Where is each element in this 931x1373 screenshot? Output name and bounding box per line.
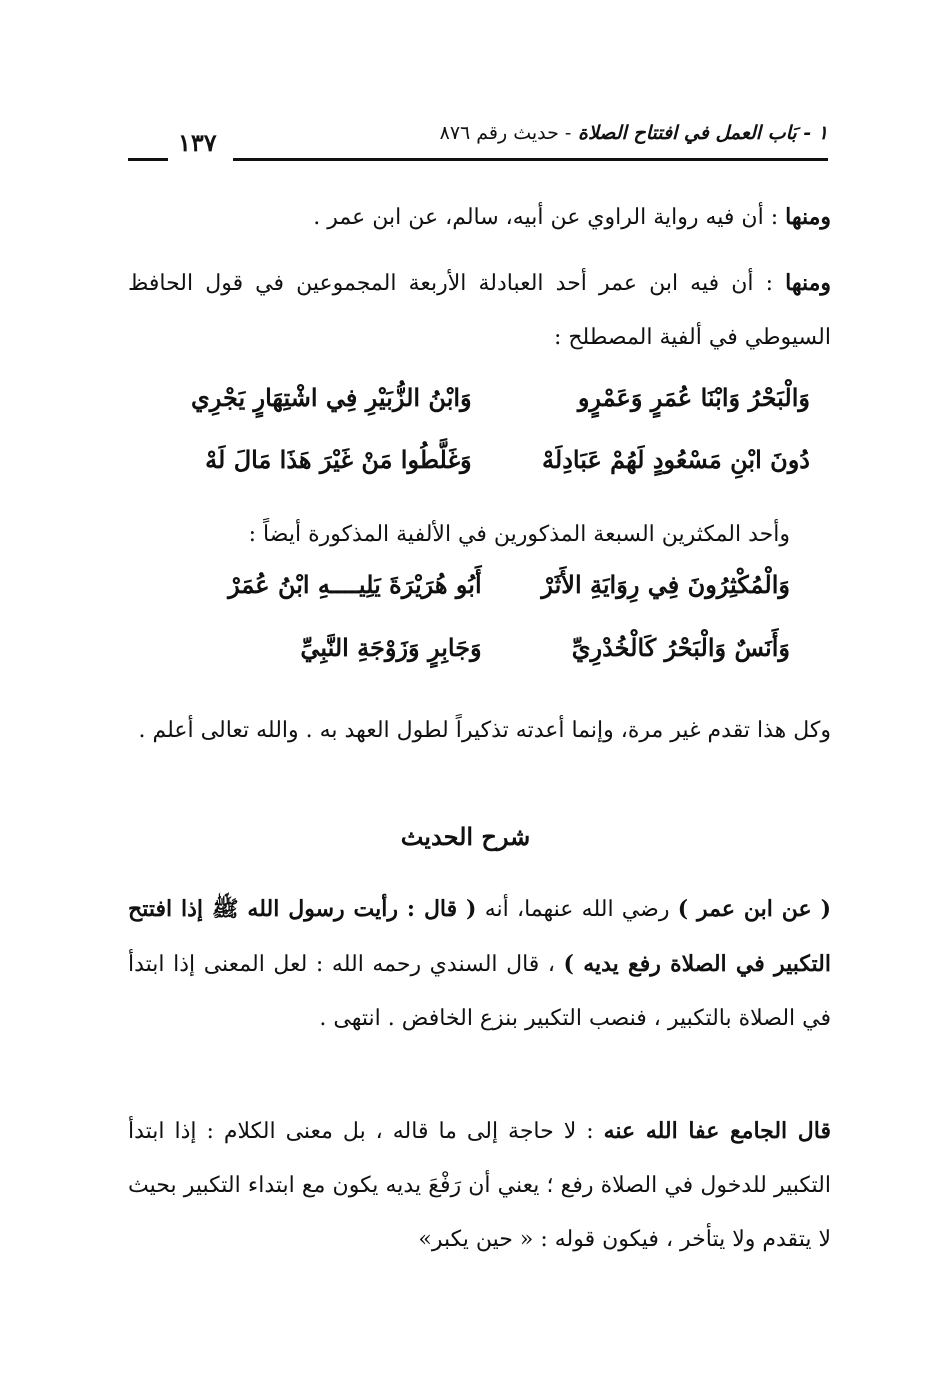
page-header <box>128 122 828 172</box>
hadith-reference: - حديث رقم ٨٧٦ <box>439 122 572 144</box>
paragraph-4 <box>128 704 831 758</box>
paragraph-text: وأحد المكثرين السبعة المذكورين في الألفية المذكورة أيضاً : <box>248 522 790 547</box>
page-number: ١٣٧ <box>178 128 217 157</box>
verse-first-half: وَأَنَسٌ وَالْبَحْرُ كَالْخُدْرِيِّ <box>571 633 790 662</box>
verse-first-half: دُونَ ابْنِ مَسْعُودٍ لَهُمْ عَبَادِلَهْ <box>542 445 810 474</box>
paragraph-text: وكل هذا تقدم غير مرة، وإنما أعدته تذكيراً لطول العهد به . والله تعالى أعلم . <box>138 718 831 743</box>
header-rule <box>233 158 828 161</box>
hadith-quote: ( عن ابن عمر ) <box>677 896 831 922</box>
paragraph-text: : أن فيه رواية الراوي عن أبيه، سالم، عن ابن عمر . <box>313 205 779 230</box>
paragraph-6 <box>128 1104 831 1267</box>
verse-first-half: وَالْبَحْرُ وَابْنَا عُمَرٍ وَعَمْرٍو <box>577 383 810 412</box>
paragraph-lead: ومنها <box>785 270 831 296</box>
paragraph-1 <box>128 190 831 245</box>
chapter-title: ١ - بَاب العمل في افتتاح الصلاة <box>577 122 828 144</box>
paragraph-5 <box>128 882 831 1046</box>
verse-line <box>150 432 810 488</box>
running-title <box>440 122 828 144</box>
verse-line <box>150 370 810 426</box>
verse-second-half: وَغَلَّطُوا مَنْ غَيْرَ هَذَا مَالَ لَهْ <box>205 445 472 474</box>
header-rule-short <box>128 158 168 161</box>
verse-first-half: وَالْمُكْثِرُونَ فِي رِوَايَةِ الأَثَرْ <box>541 570 790 599</box>
paragraph-3 <box>200 508 790 562</box>
verse-second-half: وَجَابِرٍ وَزَوْجَةِ النَّبِيِّ <box>300 633 482 662</box>
verse-second-half: أَبُو هُرَيْرَةَ يَلِيــــهِ ابْنُ عُمَرْ <box>228 570 482 599</box>
paragraph-lead: ومنها <box>785 204 831 230</box>
paragraph-text: رضي الله عنهما، أنه <box>484 897 670 922</box>
paragraph-text: ، قال السندي رحمه الله : لعل المعنى إذا ابتدأ في الصلاة بالتكبير ، فنصب التكبير بنزع الخافض . انتهى . <box>128 952 831 1031</box>
paragraph-text: : لا حاجة إلى ما قاله ، بل معنى الكلام : إذا ابتدأ التكبير للدخول في الصلاة رفع ؛ يعني أن رَفْعَ يديه يكون مع ابتداء التكبير بحيث لا يتقدم ولا يتأخر ، فيكون قوله : « حين يكبر» <box>128 1119 831 1252</box>
hadith-quote: ( قال : رأيت رسول الله ﷺ إذا افتتح التكبير في الصلاة رفع يديه ) <box>128 896 831 977</box>
section-heading: شرح الحديث <box>400 822 531 851</box>
paragraph-lead: قال الجامع عفا الله عنه <box>603 1118 832 1144</box>
paragraph-text: : أن فيه ابن عمر أحد العبادلة الأربعة المجموعين في قول الحافظ السيوطي في ألفية المصطلح : <box>128 271 831 350</box>
verse-line <box>190 557 790 613</box>
verse-line <box>190 620 790 676</box>
paragraph-2 <box>128 256 831 365</box>
verse-second-half: وَابْنُ الزُّبَيْرِ فِي اشْتِهَارٍ يَجْرِي <box>190 383 472 412</box>
